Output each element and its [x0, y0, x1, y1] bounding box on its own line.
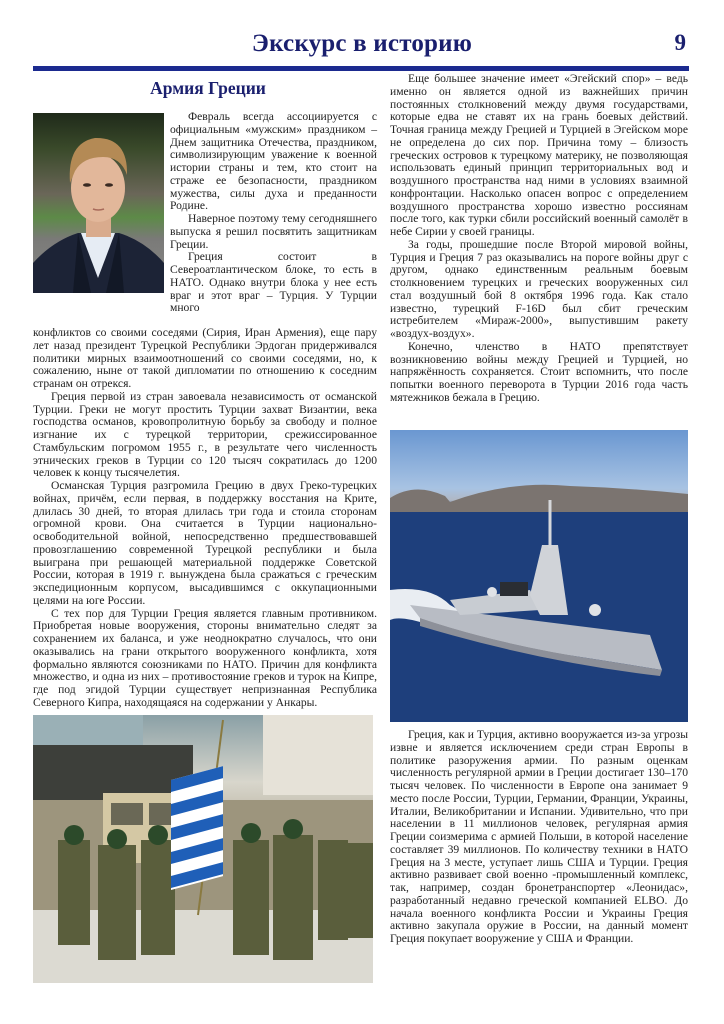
paragraph: За годы, прошедшие после Второй мировой войны, Турция и Греция 7 раз оказывались на пороге войны друг с другом, однако единственным реальным боевым столкновением турецких и греческих вооруженных сил стал воздушный бой 8 октября 1996 года. Как стало известно, турецкий F-16D был сбит греческим истребителем «Мираж-2000», выпустившим ракету «воздух-воздух».: [390, 237, 688, 340]
paragraph: Греция состоит в Североатлантическом блоке, то есть в НАТО. Однако внутри блока у нее есть враг и этот враг – Турция. У Турции много: [170, 250, 377, 315]
left-column-intro: [170, 111, 377, 315]
parade-illustration: [33, 715, 373, 983]
right-column-bottom: [390, 729, 688, 946]
portrait-illustration: [33, 113, 164, 293]
paragraph: Еще большее значение имеет «Эгейский спор» – ведь именно он является одной из важнейших причин постоянных столкновений между двумя государствами, которые едва не ставят их на грань боевых действий. Точная граница между Грецией и Турцией в Эгейском море не определена до сих пор. Причина тому – близость греческих островов к турецкому материку, не позволяющая использовать единый принцип территориальных вод и воздушного пространства над ними в условиях взаимной конфронтации. Насколько опасен вопрос с определением воздушного пространства хорошо известно россиянам после того, как турки сбили российский военный самолёт в небе Сирии у своей границы.: [390, 72, 688, 238]
right-column-top: [390, 73, 688, 405]
paragraph: Греция первой из стран завоевала независимость от османской Турции. Греки не могут простить Турции захват Византии, века господства османов, кровопролитную борьбу за свободу и полное изгнание их с турецкой территории, срежиссированное Стамбульским погромом 1955 г., в результате чего численность этнических греков в Турции со 120 тысяч сократилась до 1200 человек к концу тысячелетия.: [33, 389, 377, 480]
frigate-illustration: [390, 430, 688, 722]
frigate-photo: [390, 430, 688, 722]
paragraph: Конечно, членство в НАТО препятствует возникновению войны между Грецией и Турцией, но напряжённость сохраняется. Стоит вспомнить, что после попытки военного переворота в Турции 2016 года часть мятежников бежала в Грецию.: [390, 339, 688, 404]
header-divider: [33, 66, 689, 71]
section-header-title: Экскурс в историю: [251, 30, 473, 57]
paragraph: С тех пор для Турции Греция является главным противником. Приобретая новые вооружения, стороны внимательно следят за сохранением их баланса, и уже неоднократно случалось, что они оказывались на грани открытого вооруженного конфликта, хотя формально являются союзниками по НАТО. Причин для конфликта множество, и одна из них – противостояние греков и турок на Кипре, где под эгидой Турции существует непризнанная Республика Северного Кипра, находящаяся на содержании у Анкары.: [33, 606, 377, 709]
paragraph: Османская Турция разгромила Грецию в двух Греко-турецких войнах, причём, если первая, в поддержку восстания на Крите, длилась 30 дней, то вторая длилась три года и стоила сторонам огромной крови. Она считается в Турции национально-освободительной войной, непосредственно предшествовавшей провозглашению современной Турецкой республики и была выиграна при решающей материальной поддержке Советской России, которая в 1919 г. вынуждена была сражаться с греческим экспедиционным корпусом, высадившимся с оккупационными целями на юге России.: [33, 479, 377, 607]
paragraph: Греция, как и Турция, активно вооружается из-за угрозы извне и является исключением среди стран Европы в политике разоружения армии. По разным оценкам численность регулярной армии в Греции достигает 130–170 тысяч человек. По численности в Европе она занимает 9 место после России, Турции, Германии, Франции, Украины, Италии, Великобритании и Испании. Удивительно, что при населении в 11 миллионов человек, регулярная армия Греции соизмерима с армией Польши, в которой население составляет 39 миллионов. По количеству техники в НАТО Греция на 3 месте, уступает лишь США и Турции. Греция активно развивает свой военно -промышленный комплекс, так, например, создан бронетранспортер «Леонидас», разработанный недавно греческой компанией ELBO. До начала военного конфликта России и Украины Греция активно закупала оружие в России, на данный момент Греция покупает вооружение у США и Франции.: [390, 728, 688, 945]
portrait-photo: [33, 113, 164, 293]
paragraph: конфликтов со своими соседями (Сирия, Иран Армения), еще пару лет назад президент Турецкой Республики Эрдоган придерживался политики мирных взаимоотношений со своими соседями, но, к сожалению, ныне от такой дипломатии по отношению к соседним странам он отрекся.: [33, 326, 377, 390]
article-title: Армия Греции: [150, 78, 266, 98]
paragraph: Февраль всегда ассоциируется с официальным «мужским» праздником – Днем защитника Отечества, праздником, символизирующим уважение к военной истории страны и тем, кто стоит на страже ее безопасности, праздником мужества, силы духа и преданности Родине.: [170, 110, 377, 213]
parade-photo: [33, 715, 373, 983]
left-column-body: [33, 327, 377, 710]
paragraph: Наверное поэтому тему сегодняшнего выпуска я решил посвятить защитникам Греции.: [170, 212, 377, 251]
page-number: 9: [674, 30, 686, 55]
